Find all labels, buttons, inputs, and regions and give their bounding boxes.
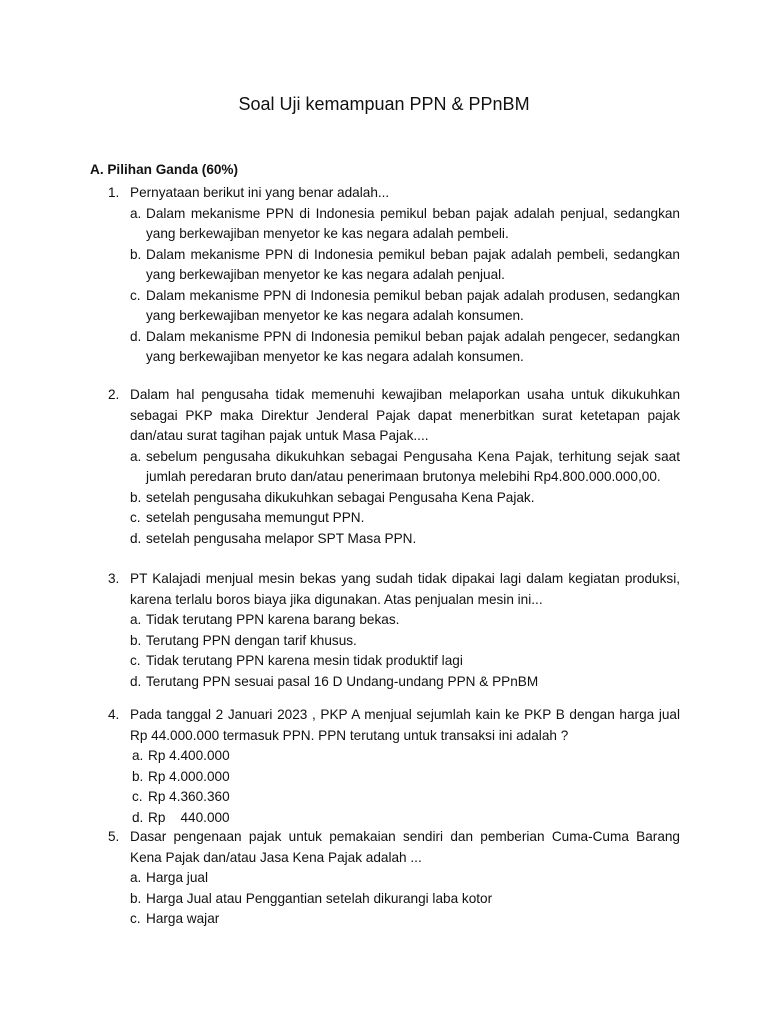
option-a (132, 746, 680, 767)
question-number: 5. (108, 829, 120, 844)
option-text: Harga jual (146, 870, 208, 885)
question-stem: Dalam hal pengusaha tidak memenuhi kewajiban melaporkan usaha untuk dikukuhkan sebagai PKP maka Direktur Jenderal Pajak dapat menerbitkan surat ketetapan pajak dan/atau surat tagihan pajak untuk Masa Pajak.... (130, 387, 680, 443)
option-a (130, 610, 680, 631)
option-letter: b. (130, 890, 142, 906)
question-number: 4. (108, 707, 120, 722)
page-title: Soal Uji kemampuan PPN & PPnBM (238, 94, 530, 114)
option-d (130, 672, 680, 693)
section-heading: A. Pilihan Ganda (60%) (90, 162, 239, 177)
option-a (130, 204, 680, 245)
option-text: setelah pengusaha dikukuhkan sebagai Pengusaha Kena Pajak. (146, 489, 535, 505)
option-letter: c. (130, 911, 141, 926)
option-text: Dalam mekanisme PPN di Indonesia pemikul beban pajak adalah penjual, sedangkan yang berkewajiban menyetor ke kas negara adalah pembeli. (146, 205, 680, 241)
option-text: Dalam mekanisme PPN di Indonesia pemikul beban pajak adalah pembeli, sedangkan yang berkewajiban menyetor ke kas negara adalah penjual. (146, 246, 680, 282)
option-c (132, 787, 680, 808)
question-stem: Pada tanggal 2 Januari 2023 , PKP A menjual sejumlah kain ke PKP B dengan harga jual Rp 44.000.000 termasuk PPN. PPN terutang untuk transaksi ini adalah ? (130, 707, 680, 743)
option-a (130, 447, 680, 488)
option-text: Rp 4.400.000 (148, 748, 230, 763)
option-b (130, 488, 680, 509)
option-letter: a. (132, 748, 144, 763)
option-text: Harga wajar (146, 911, 220, 926)
option-letter: c. (130, 287, 141, 303)
option-text: Harga Jual atau Penggantian setelah dikurangi laba kotor (146, 890, 493, 906)
option-b (130, 631, 680, 652)
option-text: Tidak terutang PPN karena mesin tidak produktif lagi (146, 653, 463, 668)
option-c (130, 651, 680, 672)
option-text: Dalam mekanisme PPN di Indonesia pemikul beban pajak adalah produsen, sedangkan yang berkewajiban menyetor ke kas negara adalah konsumen. (146, 287, 680, 323)
option-letter: d. (130, 530, 142, 546)
option-d (132, 808, 680, 829)
option-letter: c. (130, 653, 141, 668)
question-stem: PT Kalajadi menjual mesin bekas yang sudah tidak dipakai lagi dalam kegiatan produksi, karena terlalu boros biaya jika digunakan. Atas penjualan mesin ini... (130, 571, 680, 607)
option-text: Rp 4.000.000 (148, 768, 230, 784)
option-text: Dalam mekanisme PPN di Indonesia pemikul beban pajak adalah pengecer, sedangkan yang berkewajiban menyetor ke kas negara adalah konsumen. (146, 328, 680, 364)
option-c (130, 286, 680, 327)
option-letter: a. (130, 870, 142, 885)
option-c (130, 909, 680, 930)
option-text: setelah pengusaha memungut PPN. (146, 510, 365, 525)
option-text: setelah pengusaha melapor SPT Masa PPN. (146, 530, 417, 546)
option-letter: c. (132, 789, 143, 804)
question-number: 3. (108, 571, 120, 586)
option-letter: d. (132, 809, 144, 825)
question-3 (108, 569, 680, 692)
option-letter: b. (132, 768, 144, 784)
question-stem: Pernyataan berikut ini yang benar adalah... (130, 185, 390, 200)
option-letter: d. (130, 673, 142, 689)
option-letter: b. (130, 246, 142, 262)
question-stem: Dasar pengenaan pajak untuk pemakaian sendiri dan pemberian Cuma-Cuma Barang Kena Pajak dan/atau Jasa Kena Pajak adalah ... (130, 829, 680, 865)
option-b (132, 767, 680, 788)
question-5 (108, 827, 680, 930)
option-text: Terutang PPN dengan tarif khusus. (146, 632, 357, 648)
question-number: 1. (108, 185, 120, 200)
question-number: 2. (108, 387, 120, 402)
option-letter: a. (130, 205, 142, 221)
question-2 (108, 385, 680, 549)
option-b (130, 889, 680, 910)
option-text: Rp 440.000 (148, 809, 230, 825)
option-d (130, 327, 680, 368)
option-text: Rp 4.360.360 (148, 789, 230, 804)
option-text: Terutang PPN sesuai pasal 16 D Undang-undang PPN & PPnBM (146, 673, 539, 689)
option-text: sebelum pengusaha dikukuhkan sebagai Pengusaha Kena Pajak, terhitung sejak saat jumlah peredaran bruto dan/atau penerimaan brutonya melebihi Rp4.800.000.000,00. (146, 448, 680, 484)
option-letter: d. (130, 328, 142, 344)
option-letter: a. (130, 448, 142, 464)
option-b (130, 245, 680, 286)
option-letter: b. (130, 489, 142, 505)
option-c (130, 508, 680, 529)
option-d (130, 529, 680, 550)
option-a (130, 868, 680, 889)
option-letter: b. (130, 632, 142, 648)
option-text: Tidak terutang PPN karena barang bekas. (146, 612, 400, 627)
option-letter: c. (130, 510, 141, 525)
option-letter: a. (130, 612, 142, 627)
question-4 (108, 705, 680, 828)
question-1 (108, 183, 680, 368)
